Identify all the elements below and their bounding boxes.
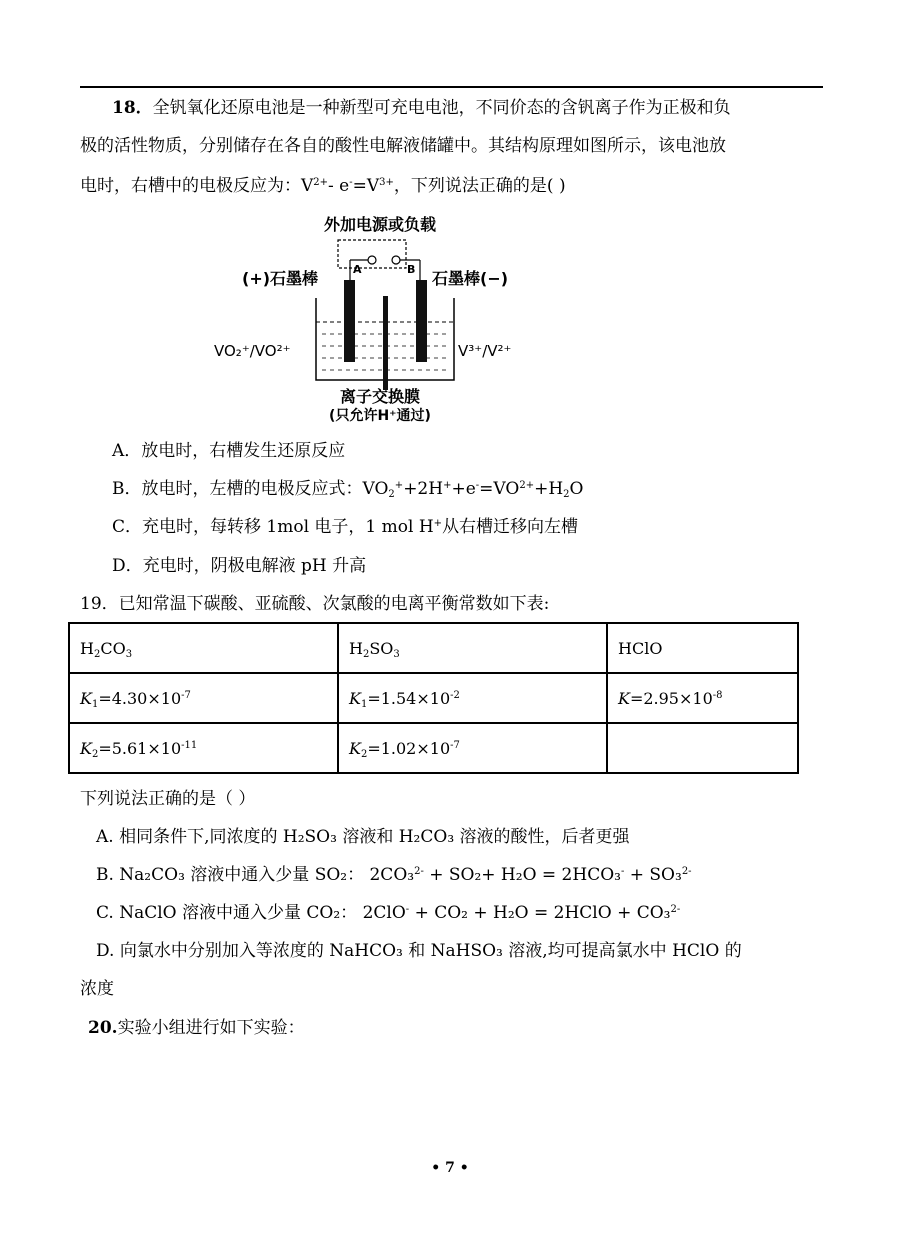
kv: =5.61×10 [98,738,182,758]
q18-b-5: +H [534,479,564,499]
h1c: CO [100,638,126,658]
ionization-constant-table [68,622,799,774]
battery-diagram [210,210,550,425]
q18-line3-a: 电时，右槽中的电极反应为：V [80,176,314,196]
kv: =2.95×10 [629,688,713,708]
q18-option-b [112,479,583,499]
q18-b-1: B．放电时，左槽的电极反应式：VO [112,479,389,499]
q19-b-2: + SO₂+ H₂O = 2HCO₃ [423,865,621,885]
k: K [618,688,630,708]
q19-b-1: B. Na₂CO₃ 溶液中通入少量 SO₂： 2CO₃ [96,865,415,885]
ks: 1 [360,698,368,710]
ks: 1 [91,698,99,710]
q19-b-sup1: 2- [414,866,424,877]
q18-b-6: O [569,479,584,499]
table-row [69,623,798,673]
q18-c-1: C．充电时，每转移 1mol 电子，1 mol H [112,517,434,537]
q19-intro: 19．已知常温下碳酸、亚硫酸、次氯酸的电离平衡常数如下表: [80,594,550,614]
q18-b-sub1: 2 [388,489,395,500]
table-row [69,673,798,723]
membrane-note: (只允许H⁺通过) [329,408,431,424]
q18-line3-c: =V [352,176,380,196]
terminal-right [392,256,400,264]
kv: =1.54×10 [367,688,451,708]
table-header-hclo: HClO [607,623,798,673]
q18-option-a: A．放电时，右槽发生还原反应 [112,441,346,461]
q18-option-c [112,517,578,537]
left-solution-label: VO₂⁺/VO²⁺ [214,342,291,360]
ks: 2 [91,748,99,760]
q18-line3-sup3: 3+ [379,177,394,188]
ks: 2 [360,748,368,760]
q19-option-d-line2: 浓度 [80,979,114,999]
q19-b-3: + SO₃ [624,865,682,885]
q19-option-c [96,903,680,923]
q19-option-b [96,865,692,885]
k: K [349,688,361,708]
q18-line3-b: - e [328,176,350,196]
page-number: • 7 • [431,1160,469,1176]
terminal-left [368,256,376,264]
q19-option-d-line1: D. 向氯水中分别加入等浓度的 NaHCO₃ 和 NaHSO₃ 溶液,均可提高氯水中 HClO 的 [96,941,742,961]
q18-line3 [80,176,566,196]
q20-number: 20. [88,1018,118,1038]
h1d: 3 [125,648,133,660]
q18-c-sup: + [433,518,443,529]
table-row [69,723,798,773]
table-cell-k2-h2so3 [338,723,607,773]
q18-b-2: +2H [403,479,444,499]
q19-c-1: C. NaClO 溶液中通入少量 CO₂： 2ClO [96,903,406,923]
ke: -2 [450,689,460,701]
h2b: 2 [362,648,370,660]
q18-c-2: 从右槽迁移向左槽 [442,517,579,537]
kv: =1.02×10 [367,738,451,758]
k: K [349,738,361,758]
q18-line1 [112,98,731,118]
kv: =4.30×10 [98,688,182,708]
k: K [80,738,92,758]
q20-line [88,1018,305,1038]
q18-option-d: D．充电时，阴极电解液 pH 升高 [112,556,367,576]
ke: -7 [181,689,191,701]
label-b: B [407,263,416,276]
ke: -7 [450,739,460,751]
q19-option-a: A. 相同条件下,同浓度的 H₂SO₃ 溶液和 H₂CO₃ 溶液的酸性，后者更强 [96,827,630,847]
left-graphite-rod [344,280,355,362]
q18-line3-sup2: - [349,177,353,188]
q18-b-sup2: + [443,480,452,491]
q18-b-sup3: - [475,480,480,491]
h1a: H [80,638,94,658]
k: K [80,688,92,708]
q19-c-sup2: 2- [670,904,681,915]
left-electrode-label: (+)石墨棒 [242,269,319,288]
label-a: A [353,263,362,276]
q18-line3-sup1: 2+ [313,177,329,188]
h1b: 2 [93,648,101,660]
q18-b-sup1: + [394,480,404,491]
q19-c-2: + CO₂ + H₂O = 2HClO + CO₃ [409,903,671,923]
q18-b-3: +e [451,479,476,499]
table-header-h2co3 [69,623,338,673]
right-graphite-rod [416,280,427,362]
q18-b-sub2: 2 [563,489,570,500]
table-cell-k2-h2co3 [69,723,338,773]
ke: -11 [181,739,198,751]
table-cell-k1-h2so3 [338,673,607,723]
q18-line3-d: ，下列说法正确的是( ) [393,176,566,196]
q18-b-sup4: 2+ [519,480,535,491]
q19-b-sup3: 2- [681,866,692,877]
q20-text: 实验小组进行如下实验： [117,1018,305,1038]
ke: -8 [712,689,723,701]
right-electrode-label: 石墨棒(−) [432,269,509,288]
h2a: H [349,638,363,658]
diagram-top-label: 外加电源或负载 [323,215,437,234]
ion-exchange-membrane [383,296,388,390]
h2d: 3 [393,648,400,660]
q19-b-sup2: - [620,866,625,877]
right-solution-label: V³⁺/V²⁺ [458,342,512,360]
q18-text-1: 全钒氧化还原电池是一种新型可充电电池，不同价态的含钒离子作为正极和负 [152,98,731,118]
q18-number: 18． [112,98,153,118]
membrane-label: 离子交换膜 [339,387,421,406]
table-cell-k-hclo [607,673,798,723]
q19-question: 下列说法正确的是（ ） [80,789,256,809]
q19-c-sup1: - [405,904,410,915]
q18-line2: 极的活性物质，分别储存在各自的酸性电解液储罐中。其结构原理如图所示，该电池放 [80,136,726,156]
table-header-h2so3 [338,623,607,673]
h2c: SO [369,638,394,658]
q18-b-4: =VO [479,479,520,499]
table-cell-empty [607,723,798,773]
header-rule [80,86,823,88]
table-cell-k1-h2co3 [69,673,338,723]
